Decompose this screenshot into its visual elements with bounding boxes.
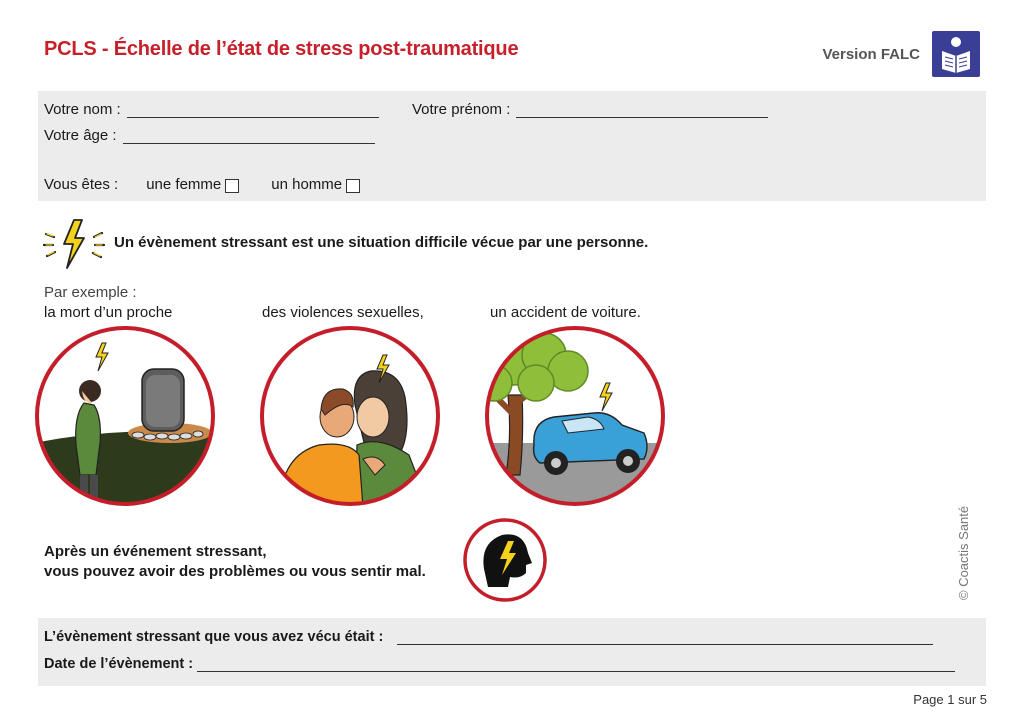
event-date-label: Date de l’évènement :	[44, 656, 194, 672]
firstname-input-line[interactable]	[516, 104, 768, 118]
name-input-line[interactable]	[127, 104, 379, 118]
page-number: Page 1 sur 5	[913, 692, 987, 707]
example-intro: Par exemple :	[44, 284, 137, 301]
sexual-violence-icon	[259, 325, 441, 507]
consequence-line-2: vous pouvez avoir des problèmes ou vous sentir mal.	[44, 563, 426, 580]
car-accident-icon	[484, 325, 666, 507]
age-field	[44, 127, 375, 144]
example-label-death: la mort d’un proche	[44, 304, 173, 321]
event-input-line[interactable]	[397, 631, 933, 645]
firstname-label: Votre prénom :	[412, 101, 511, 118]
example-label-violence: des violences sexuelles,	[262, 304, 424, 321]
female-label: une femme	[146, 176, 222, 193]
consequence-line-1: Après un événement stressant,	[44, 543, 267, 560]
version-label: Version FALC	[822, 46, 920, 63]
female-checkbox[interactable]	[225, 179, 239, 193]
age-input-line[interactable]	[123, 130, 375, 144]
copyright-text: © Coactis Santé	[956, 505, 971, 600]
gender-label: Vous êtes :	[44, 176, 119, 193]
event-date-field	[44, 656, 955, 672]
male-checkbox[interactable]	[346, 179, 360, 193]
easy-read-logo-icon	[932, 31, 980, 77]
consequence-text	[44, 542, 426, 582]
firstname-field	[412, 101, 768, 118]
example-label-accident: un accident de voiture.	[490, 304, 641, 321]
name-field	[44, 101, 379, 118]
name-label: Votre nom :	[44, 101, 121, 118]
event-label: L’évènement stressant que vous avez vécu était :	[44, 629, 384, 645]
event-date-input-line[interactable]	[197, 658, 955, 672]
male-label: un homme	[271, 176, 343, 193]
definition-text: Un évènement stressant est une situation difficile vécue par une personne.	[114, 234, 649, 251]
lightning-icon	[42, 218, 106, 270]
event-field	[44, 629, 933, 645]
identity-section	[38, 91, 986, 201]
page-title: PCLS - Échelle de l’état de stress post-traumatique	[44, 38, 519, 60]
gender-field	[44, 176, 360, 193]
age-label: Votre âge :	[44, 127, 117, 144]
grave-mourning-icon	[34, 325, 216, 507]
event-section	[38, 618, 986, 686]
stressed-head-icon	[462, 517, 548, 603]
